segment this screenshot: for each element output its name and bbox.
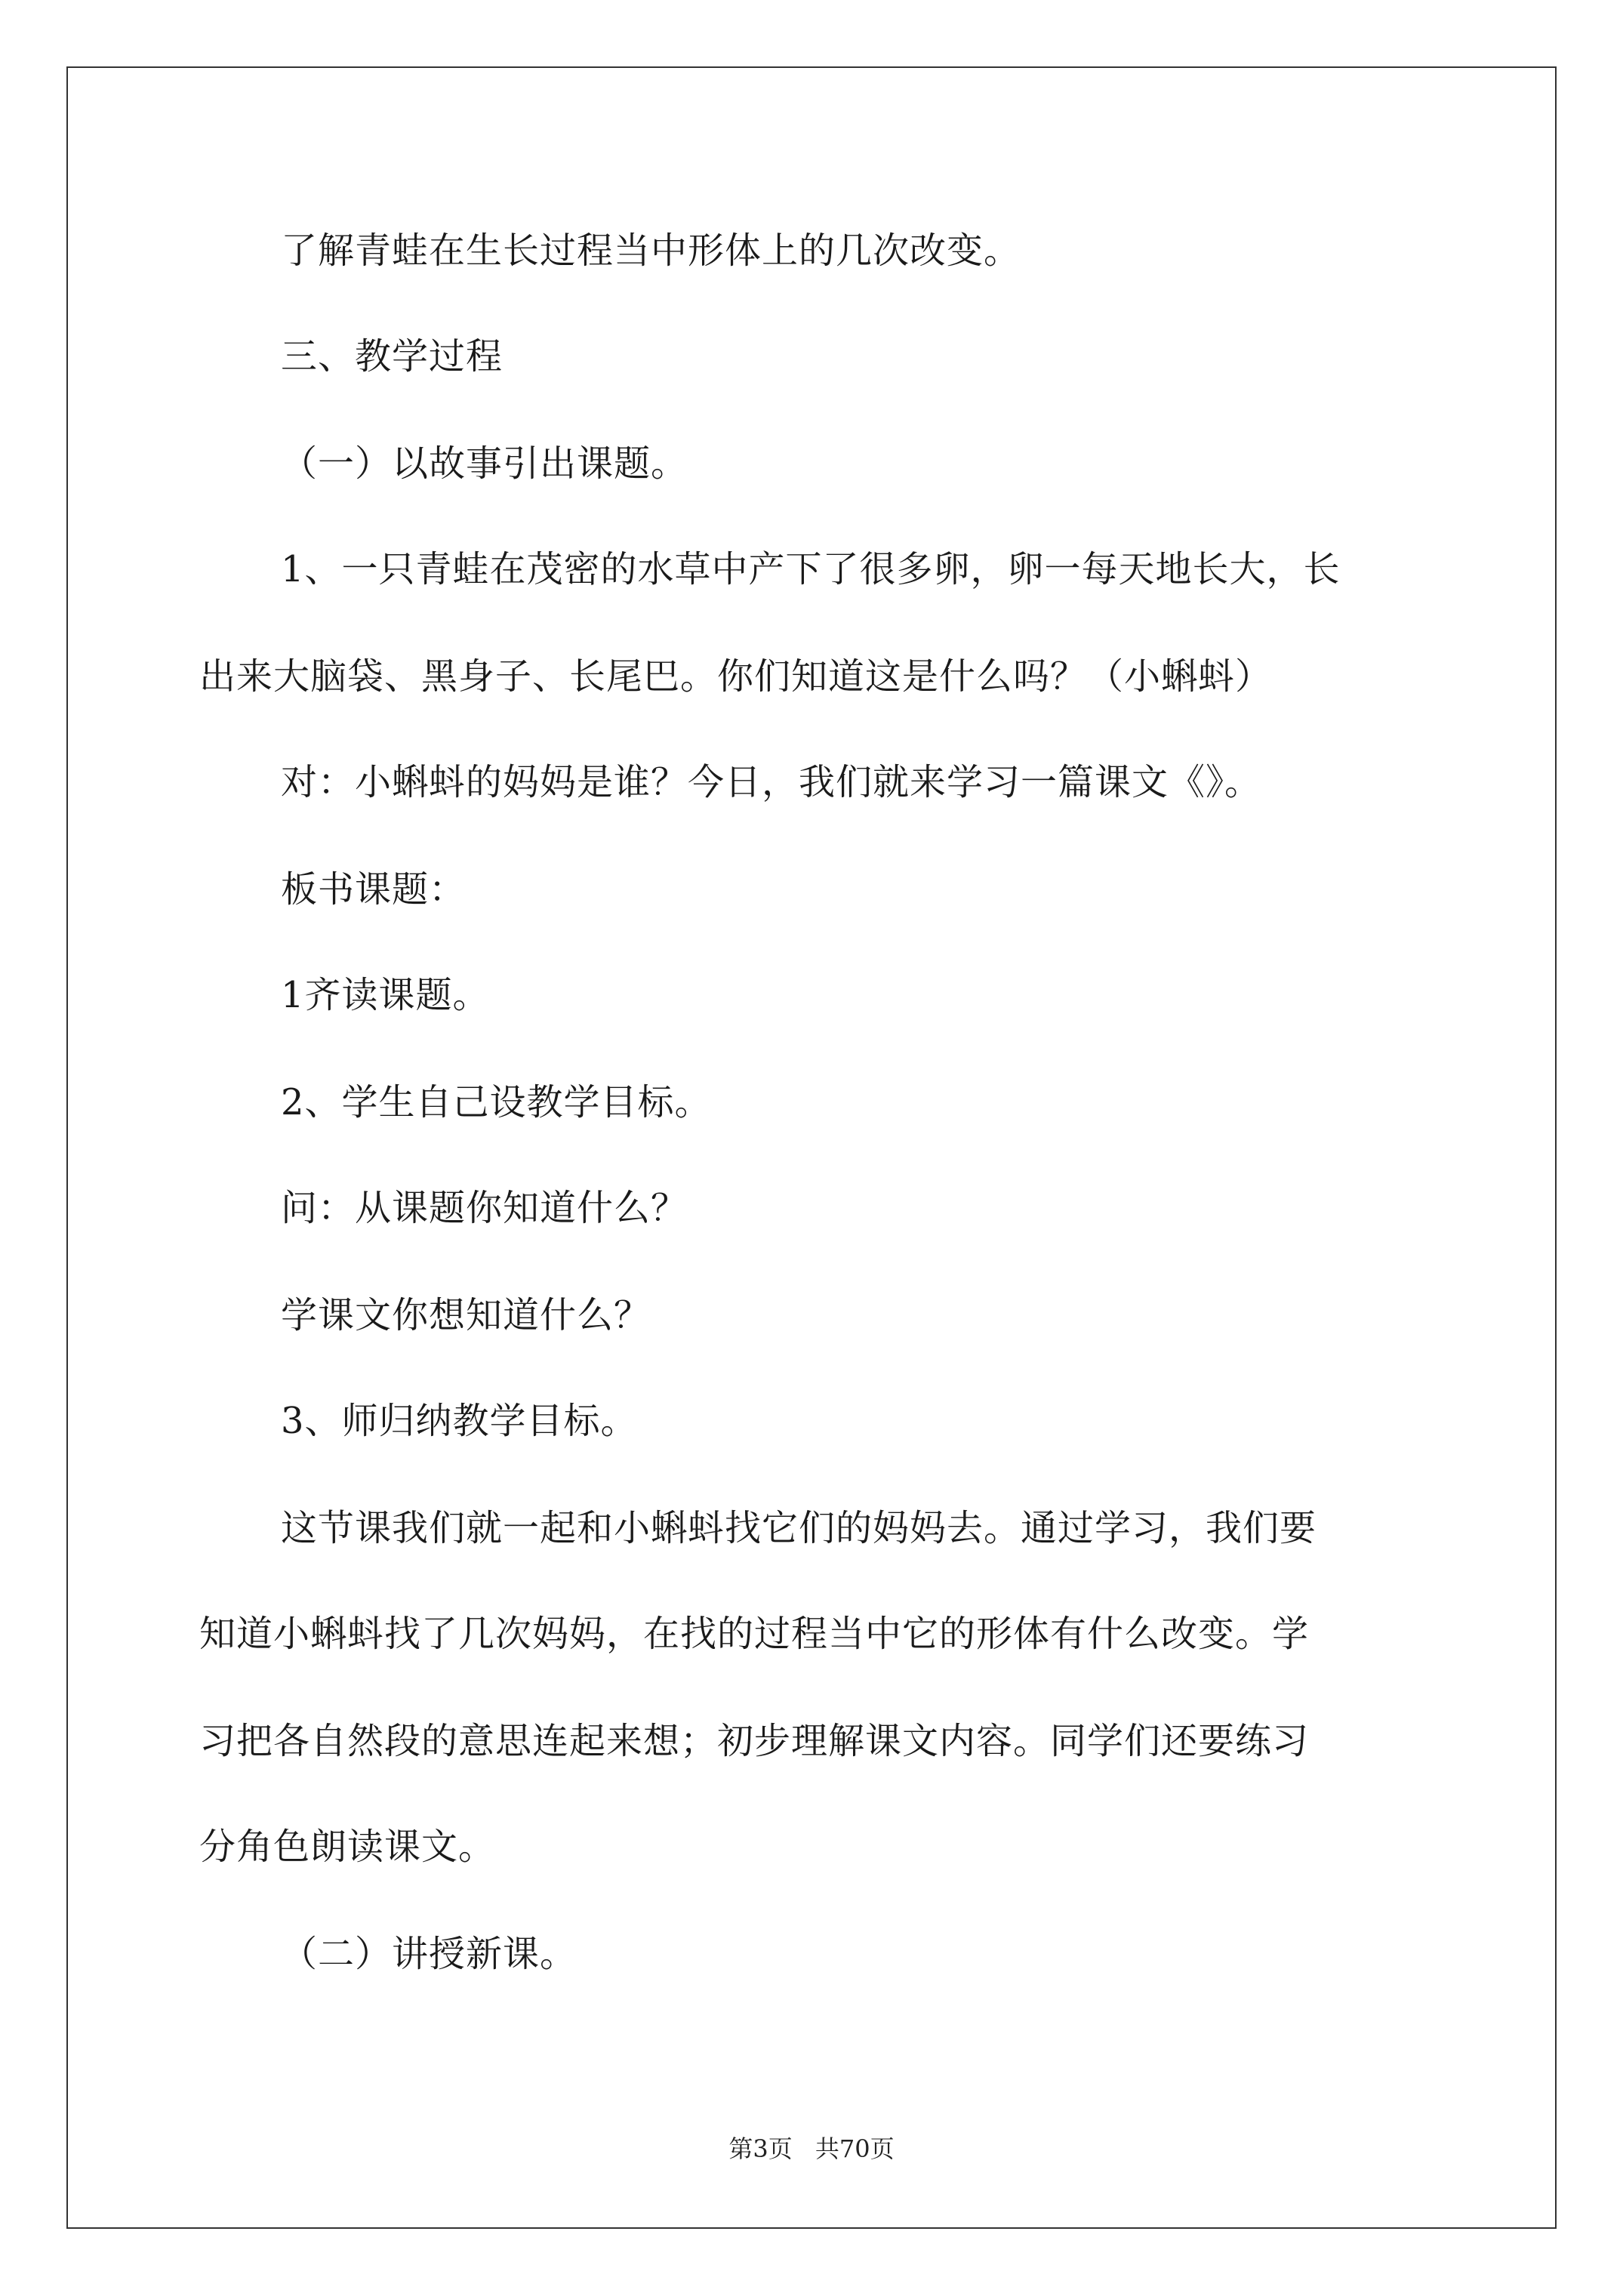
paragraph-line: 1齐读课题。 <box>281 974 490 1016</box>
paragraph-line: 3、师归纳教学目标。 <box>281 1400 638 1442</box>
paragraph-line: 对：小蝌蚪的妈妈是谁？今日，我们就来学习一篇课文《》。 <box>281 761 1262 803</box>
paragraph-line: 1、一只青蛙在茂密的水草中产下了很多卵，卵一每天地长大，长 <box>281 548 1341 590</box>
page-footer <box>0 2134 1623 2164</box>
paragraph-line: 板书课题： <box>281 868 467 911</box>
subsection-heading: （二）讲授新课。 <box>281 1933 577 1975</box>
paragraph-line: 了解青蛙在生长过程当中形体上的几次改变。 <box>281 230 1021 272</box>
paragraph-line: 分角色朗读课文。 <box>199 1826 496 1868</box>
paragraph-line: 出来大脑袋、黑身子、长尾巴。你们知道这是什么吗？（小蝌蚪） <box>199 655 1273 698</box>
section-heading: 三、教学过程 <box>281 335 504 378</box>
subsection-heading: （一）以故事引出课题。 <box>281 442 688 485</box>
paragraph-line: 2、学生自己设教学目标。 <box>281 1081 712 1123</box>
paragraph-line: 问：从课题你知道什么？ <box>281 1187 688 1229</box>
page-total: 共70页 <box>815 2134 895 2163</box>
paragraph-line: 习把各自然段的意思连起来想；初步理解课文内容。同学们还要练习 <box>199 1720 1310 1762</box>
paragraph-line: 学课文你想知道什么？ <box>281 1294 651 1336</box>
page-number: 第3页 <box>728 2134 793 2163</box>
paragraph-line: 知道小蝌蚪找了几次妈妈，在找的过程当中它的形体有什么改变。学 <box>199 1613 1310 1655</box>
paragraph-line: 这节课我们就一起和小蝌蚪找它们的妈妈去。通过学习，我们要 <box>281 1507 1317 1549</box>
